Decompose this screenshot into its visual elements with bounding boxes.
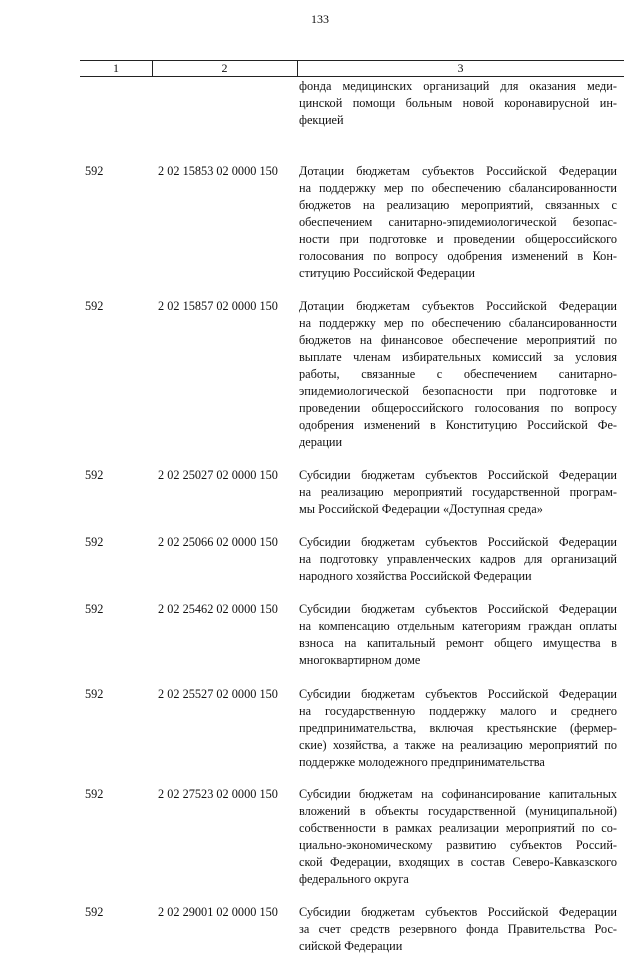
description-line: собственности в рамках реализации мероприятий по со- bbox=[299, 821, 617, 835]
table-row bbox=[0, 686, 640, 771]
table-row bbox=[0, 786, 640, 888]
table-row bbox=[0, 78, 640, 129]
budget-code-cell: 2 02 25027 02 0000 150 bbox=[158, 468, 278, 482]
header-col-3: 3 bbox=[457, 61, 464, 75]
budget-code-cell: 2 02 29001 02 0000 150 bbox=[158, 905, 278, 919]
description-line: одобрения изменений в Конституцию Российской Фе- bbox=[299, 418, 617, 432]
description-line: ские) хозяйства, а также на реализацию мероприятий по bbox=[299, 738, 617, 752]
table-row bbox=[0, 534, 640, 585]
description-cell bbox=[299, 786, 617, 888]
admin-code-cell: 592 bbox=[85, 299, 104, 313]
admin-code-cell: 592 bbox=[85, 905, 104, 919]
description-line: бюджетов на финансовое обеспечение мероприятий по bbox=[299, 333, 617, 347]
header-col-1: 1 bbox=[80, 61, 153, 76]
budget-code-cell: 2 02 15857 02 0000 150 bbox=[158, 299, 278, 313]
table-header bbox=[80, 60, 624, 77]
description-line: дерации bbox=[299, 435, 343, 449]
description-line: эпидемиологической безопасности при подготовке и bbox=[299, 384, 617, 398]
description-line: взноса на капитальный ремонт общего имущества в bbox=[299, 636, 617, 650]
description-line: Субсидии бюджетам субъектов Российской Федерации bbox=[299, 905, 617, 919]
budget-code-cell: 2 02 25066 02 0000 150 bbox=[158, 535, 278, 549]
description-line: фекцией bbox=[299, 113, 344, 127]
admin-code-cell: 592 bbox=[85, 787, 104, 801]
description-line: федерального округа bbox=[299, 872, 409, 886]
description-line: фонда медицинских организаций для оказания меди- bbox=[299, 79, 617, 93]
header-col-2: 2 bbox=[152, 61, 298, 76]
budget-code-cell: 2 02 15853 02 0000 150 bbox=[158, 164, 278, 178]
description-line: поддержке молодежного предпринимательства bbox=[299, 755, 545, 769]
description-line: Субсидии бюджетам субъектов Российской Федерации bbox=[299, 687, 617, 701]
page-number: 133 bbox=[311, 12, 329, 26]
table-row bbox=[0, 163, 640, 282]
description-cell bbox=[299, 78, 617, 129]
description-line: народного хозяйства Российской Федерации bbox=[299, 569, 532, 583]
description-line: Субсидии бюджетам субъектов Российской Федерации bbox=[299, 468, 617, 482]
description-line: Субсидии бюджетам субъектов Российской Федерации bbox=[299, 535, 617, 549]
admin-code-cell: 592 bbox=[85, 602, 104, 616]
description-line: вложений в объекты государственной (муниципальной) bbox=[299, 804, 617, 818]
description-line: ституцию Российской Федерации bbox=[299, 266, 475, 280]
description-line: Дотации бюджетам субъектов Российской Федерации bbox=[299, 164, 617, 178]
description-line: циально-экономическому развитию субъектов Россий- bbox=[299, 838, 617, 852]
description-line: на реализацию мероприятий государственной програм- bbox=[299, 485, 617, 499]
admin-code-cell: 592 bbox=[85, 164, 104, 178]
admin-code-cell: 592 bbox=[85, 468, 104, 482]
table-row bbox=[0, 904, 640, 955]
description-line: бюджетов на реализацию мероприятий, связанных с bbox=[299, 198, 617, 212]
description-line: голосования по вопросу одобрения изменений в Кон- bbox=[299, 249, 617, 263]
description-line: на компенсацию отдельным категориям граждан оплаты bbox=[299, 619, 617, 633]
table-row bbox=[0, 601, 640, 669]
description-line: на поддержку мер по обеспечению сбалансированности bbox=[299, 181, 617, 195]
budget-code-cell: 2 02 25527 02 0000 150 bbox=[158, 687, 278, 701]
description-cell bbox=[299, 298, 617, 451]
description-cell bbox=[299, 534, 617, 585]
description-line: сийской Федерации bbox=[299, 939, 403, 953]
description-line: работы, связанные с обеспечением санитарно- bbox=[299, 367, 617, 381]
description-cell bbox=[299, 686, 617, 771]
description-line: на подготовку управленческих кадров для организаций bbox=[299, 552, 617, 566]
description-line: ской Федерации, входящих в состав Северо-Кавказского bbox=[299, 855, 617, 869]
description-cell bbox=[299, 601, 617, 669]
description-line: проведении общероссийского голосования по вопросу bbox=[299, 401, 617, 415]
description-cell bbox=[299, 904, 617, 955]
budget-code-cell: 2 02 25462 02 0000 150 bbox=[158, 602, 278, 616]
admin-code-cell: 592 bbox=[85, 535, 104, 549]
budget-code-cell: 2 02 27523 02 0000 150 bbox=[158, 787, 278, 801]
description-line: ности при подготовке и проведении общероссийского bbox=[299, 232, 617, 246]
description-line: цинской помощи больным новой коронавирусной ин- bbox=[299, 96, 617, 110]
description-line: Субсидии бюджетам субъектов Российской Федерации bbox=[299, 602, 617, 616]
description-line: на поддержку мер по обеспечению сбалансированности bbox=[299, 316, 617, 330]
description-line: обеспечением санитарно-эпидемиологической безопас- bbox=[299, 215, 617, 229]
description-line: предпринимательства, включая крестьянские (фермер- bbox=[299, 721, 617, 735]
description-line: Субсидии бюджетам на софинансирование капитальных bbox=[299, 787, 617, 801]
description-line: выплате членам избирательных комиссий за условия bbox=[299, 350, 617, 364]
admin-code-cell: 592 bbox=[85, 687, 104, 701]
description-line: за счет средств резервного фонда Правительства Рос- bbox=[299, 922, 617, 936]
description-cell bbox=[299, 467, 617, 518]
table-row bbox=[0, 467, 640, 518]
description-line: Дотации бюджетам субъектов Российской Федерации bbox=[299, 299, 617, 313]
table-row bbox=[0, 298, 640, 451]
description-line: мы Российской Федерации «Доступная среда» bbox=[299, 502, 543, 516]
description-line: многоквартирном доме bbox=[299, 653, 421, 667]
table-body bbox=[0, 78, 640, 955]
description-cell bbox=[299, 163, 617, 282]
description-line: на государственную поддержку малого и среднего bbox=[299, 704, 617, 718]
